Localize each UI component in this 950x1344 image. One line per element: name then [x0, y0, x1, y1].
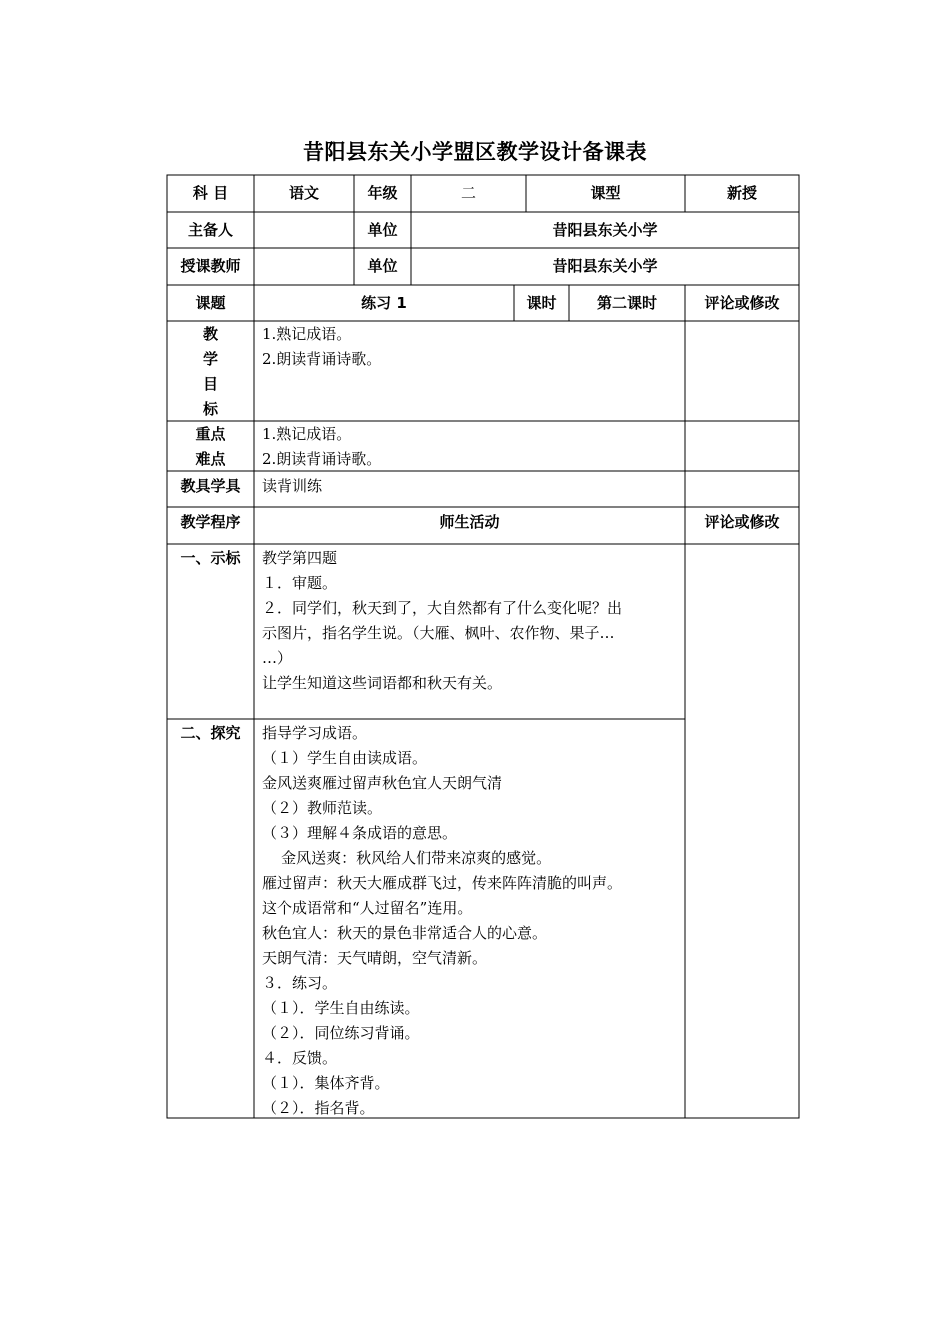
tools-value: 读背训练 [262, 477, 323, 495]
grade-label: 年级 [367, 184, 398, 202]
subject-label: 科 目 [192, 184, 229, 202]
content-line: 教学第四题 [262, 549, 338, 567]
subject-value: 语文 [288, 184, 319, 202]
unit-value-2: 昔阳县东关小学 [552, 257, 658, 275]
goals-label: 教 学 目 标 [202, 325, 218, 418]
section-2-content [262, 721, 622, 1121]
key-points-list [262, 422, 381, 472]
topic-label: 课题 [195, 294, 226, 312]
page-title: 昔阳县东关小学盟区教学设计备课表 [303, 140, 647, 164]
content-line: 天朗气清：天气晴朗，空气清新。 [262, 949, 488, 967]
unit-label-2: 单位 [367, 257, 398, 275]
content-line: （２）教师范读。 [262, 799, 383, 817]
section-1-content [262, 546, 622, 696]
period-label: 课时 [526, 294, 557, 312]
topic-value: 练习 1 [361, 294, 407, 312]
content-line: （３）理解４条成语的意思。 [262, 824, 458, 842]
content-line: 秋色宜人：秋天的景色非常适合人的心意。 [262, 924, 548, 942]
section-1-label: 一、示标 [180, 549, 241, 567]
program-label: 教学程序 [180, 513, 241, 531]
tools-label: 教具学具 [180, 477, 241, 495]
content-line: 雁过留声：秋天大雁成群飞过，传来阵阵清脆的叫声。 [262, 874, 623, 892]
content-line: ３．练习。 [262, 974, 338, 992]
section-2-label: 二、探究 [180, 724, 241, 742]
lesson-type-value: 新授 [726, 184, 757, 202]
list-item: 1.熟记成语。 [262, 325, 352, 343]
content-line: 金风送爽雁过留声秋色宜人天朗气清 [262, 774, 503, 792]
grade-value: 二 [460, 184, 476, 202]
key-points-label: 重点 难点 [195, 425, 226, 468]
list-item: 1.熟记成语。 [262, 425, 352, 443]
unit-label-1: 单位 [367, 221, 398, 239]
content-line: 指导学习成语。 [262, 724, 368, 742]
content-line: 示图片，指名学生说。（大雁、枫叶、农作物、果子… [262, 624, 615, 642]
period-value: 第二课时 [596, 294, 657, 312]
content-line: 让学生知道这些词语都和秋天有关。 [262, 674, 503, 692]
content-line: １．审题。 [262, 574, 338, 592]
content-line: （１）．集体齐背。 [262, 1074, 390, 1092]
content-line: （１）学生自由读成语。 [262, 749, 428, 767]
comment-label-bottom: 评论或修改 [704, 513, 780, 531]
teacher-label: 授课教师 [180, 257, 241, 275]
comment-label-top: 评论或修改 [704, 294, 780, 312]
content-line: ２．同学们，秋天到了，大自然都有了什么变化呢？出 [262, 599, 623, 617]
content-line: （２）．同位练习背诵。 [262, 1024, 420, 1042]
content-line: （１）．学生自由练读。 [262, 999, 420, 1017]
preparer-label: 主备人 [187, 221, 233, 239]
content-line: ４．反馈。 [262, 1049, 338, 1067]
list-item: 2.朗读背诵诗歌。 [262, 450, 382, 468]
content-line: （２）．指名背。 [262, 1099, 375, 1117]
unit-value-1: 昔阳县东关小学 [552, 221, 658, 239]
content-line: …） [262, 649, 293, 667]
lesson-type-label: 课型 [590, 184, 621, 202]
list-item: 2.朗读背诵诗歌。 [262, 350, 382, 368]
goals-list [262, 322, 381, 372]
content-line: 这个成语常和“人过留名”连用。 [262, 899, 473, 917]
content-line: 金风送爽：秋风给人们带来凉爽的感觉。 [262, 849, 552, 867]
activity-label: 师生活动 [439, 513, 500, 531]
